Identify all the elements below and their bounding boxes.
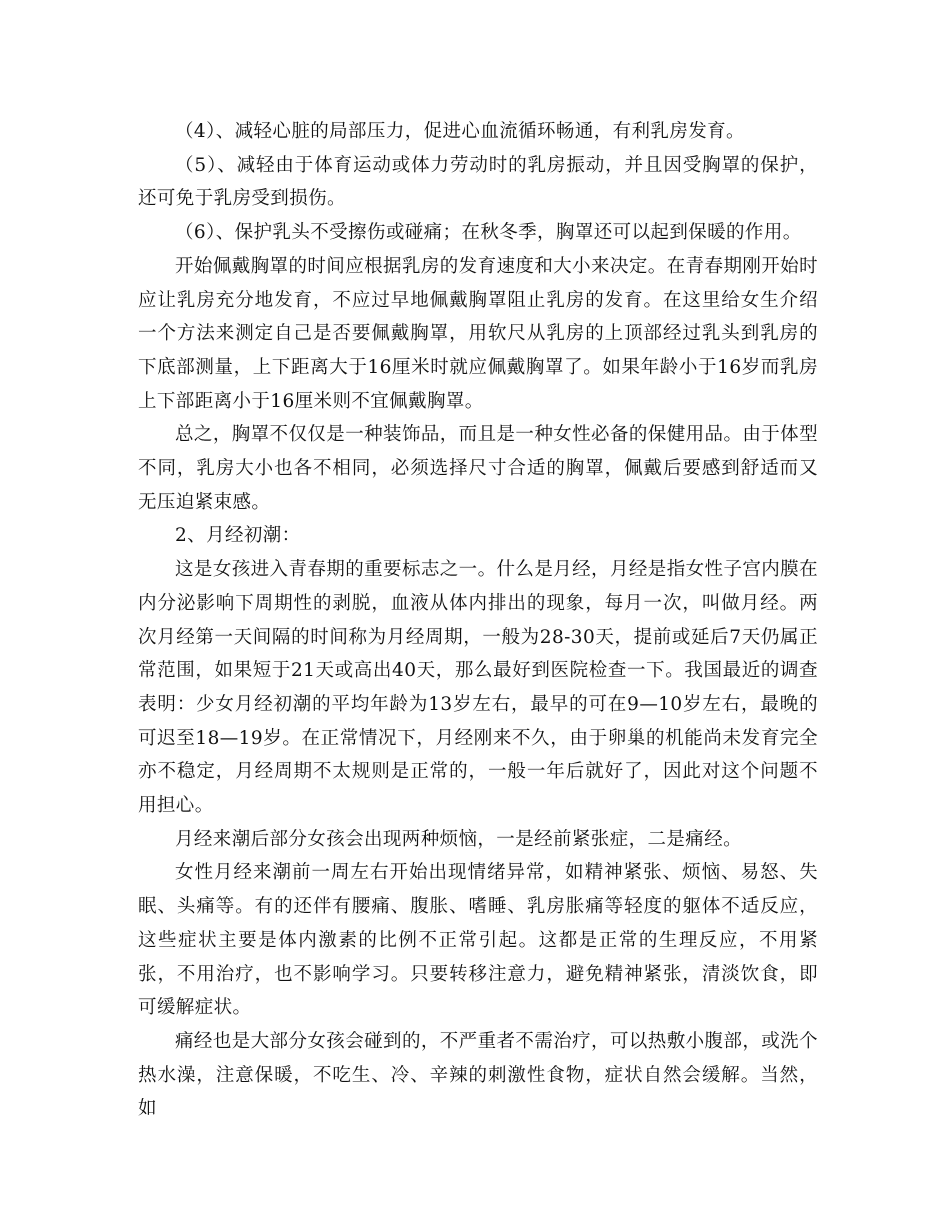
- paragraph-nipple-protection: （6）、保护乳头不受擦伤或碰痛；在秋冬季，胸罩还可以起到保暖的作用。: [175, 222, 802, 244]
- document-body: [138, 115, 818, 1126]
- paragraph-dysmenorrhea: 痛经也是大部分女孩会碰到的，不严重者不需治疗，可以热敷小腹部，或洗个热水澡，注意保暖，不吃生、冷、辛辣的刺激性食物，症状自然会缓解。当然，如: [138, 1030, 818, 1120]
- paragraph-heart-pressure: （4）、减轻心脏的局部压力，促进心血流循环畅通，有利乳房发育。: [175, 121, 745, 142]
- paragraph-premenstrual-tension: 女性月经来潮前一周左右开始出现情绪异常，如精神紧张、烦恼、易怒、失眠、头痛等。有的还伴有腰痛、腹胀、嗜睡、乳房胀痛等轻度的躯体不适反应，这些症状主要是体内激素的比例不正常引起。这都是正常的生理反应，不用紧张，不用治疗，也不影响学习。只要转移注意力，避免精神紧张，清淡饮食，即可缓解症状。: [138, 862, 818, 1019]
- paragraph-vibration-protection: （5）、减轻由于体育运动或体力劳动时的乳房振动，并且因受胸罩的保护，还可免于乳房受到损伤。: [138, 154, 818, 210]
- paragraph-summary: 总之，胸罩不仅仅是一种装饰品，而且是一种女性必备的保健用品。由于体型不同，乳房大小也各不相同，必须选择尺寸合适的胸罩，佩戴后要感到舒适而又无压迫紧束感。: [138, 424, 818, 513]
- paragraph-menstruation-definition: 这是女孩进入青春期的重要标志之一。什么是月经，月经是指女性子宫内膜在内分泌影响下周期性的剥脱，血液从体内排出的现象，每月一次，叫做月经。两次月经第一天间隔的时间称为月经周期，一般为28-30天，提前或延后7天仍属正常范围，如果短于21天或高出40天，那么最好到医院检查一下。我国最近的调查表明：少女月经初潮的平均年龄为13岁左右，最早的可在9—10岁左右，最晚的可迟至18—19岁。在正常情况下，月经刚来不久，由于卵巢的机能尚未发育完全亦不稳定，月经周期不太规则是正常的，一般一年后就好了，因此对这个问题不用担心。: [138, 559, 818, 817]
- paragraph-when-to-wear: 开始佩戴胸罩的时间应根据乳房的发育速度和大小来决定。在青春期刚开始时应让乳房充分地发育，不应过早地佩戴胸罩阻止乳房的发育。在这里给女生介绍一个方法来测定自己是否要佩戴胸罩，用软尺从乳房的上顶部经过乳头到乳房的下底部测量，上下距离大于16厘米时就应佩戴胸罩了。如果年龄小于16岁而乳房上下部距离小于16厘米则不宜佩戴胸罩。: [138, 255, 818, 412]
- paragraph-two-troubles: 月经来潮后部分女孩会出现两种烦恼，一是经前紧张症，二是痛经。: [175, 828, 743, 850]
- section-heading-menarche: 2、月经初潮：: [175, 525, 301, 547]
